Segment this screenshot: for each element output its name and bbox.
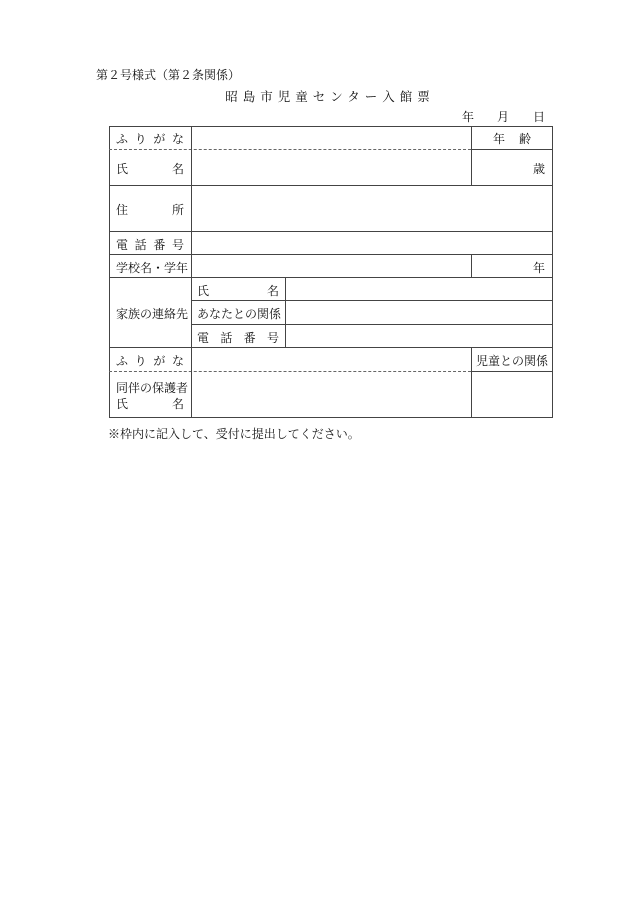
family-contact-label: 家族の連絡先 (116, 307, 189, 321)
school-input[interactable] (192, 255, 471, 277)
furigana-label: ふ り が な (116, 132, 184, 146)
name-label: 氏 名 (116, 162, 184, 176)
address-input[interactable] (192, 186, 552, 231)
table-border-right (552, 126, 553, 418)
family-phone-input[interactable] (286, 325, 552, 347)
table-border-left (109, 126, 110, 418)
submission-note: ※枠内に記入して、受付に提出してください。 (108, 427, 360, 441)
family-name-label: 氏 名 (197, 284, 279, 298)
school-grade-label: 学校名・学年 (116, 261, 189, 275)
form-number: 第２号様式（第２条関係） (96, 68, 241, 82)
furigana-input[interactable] (192, 127, 471, 149)
family-relation-label: あなたとの関係 (197, 307, 282, 321)
relation-to-child-input[interactable] (472, 372, 552, 417)
age-unit: 歳 (533, 162, 546, 176)
address-label: 住 所 (116, 203, 184, 217)
phone-label: 電 話 番 号 (116, 238, 184, 252)
guardian-name-label: 氏 名 (116, 397, 184, 411)
guardian-furigana-label: ふ り が な (116, 354, 184, 368)
age-label: 年 齢 (493, 132, 531, 146)
relation-to-child-label: 児童との関係 (476, 354, 549, 368)
date-day-label: 日 (533, 110, 546, 124)
name-input[interactable] (192, 150, 471, 185)
age-input[interactable] (472, 150, 530, 185)
family-name-input[interactable] (286, 278, 552, 300)
date-month-label: 月 (497, 110, 510, 124)
grade-unit: 年 (533, 261, 546, 275)
phone-input[interactable] (192, 232, 552, 254)
family-relation-input[interactable] (286, 301, 552, 324)
page-title: 昭島市児童センター入館票 (225, 89, 435, 104)
guardian-label: 同伴の保護者 (116, 381, 189, 395)
guardian-furigana-input[interactable] (192, 348, 471, 371)
grade-input[interactable] (472, 255, 530, 277)
guardian-name-input[interactable] (192, 372, 471, 417)
table-border-bottom (109, 417, 553, 418)
date-year-label: 年 (462, 110, 475, 124)
family-phone-label: 電 話 番 号 (197, 331, 279, 345)
